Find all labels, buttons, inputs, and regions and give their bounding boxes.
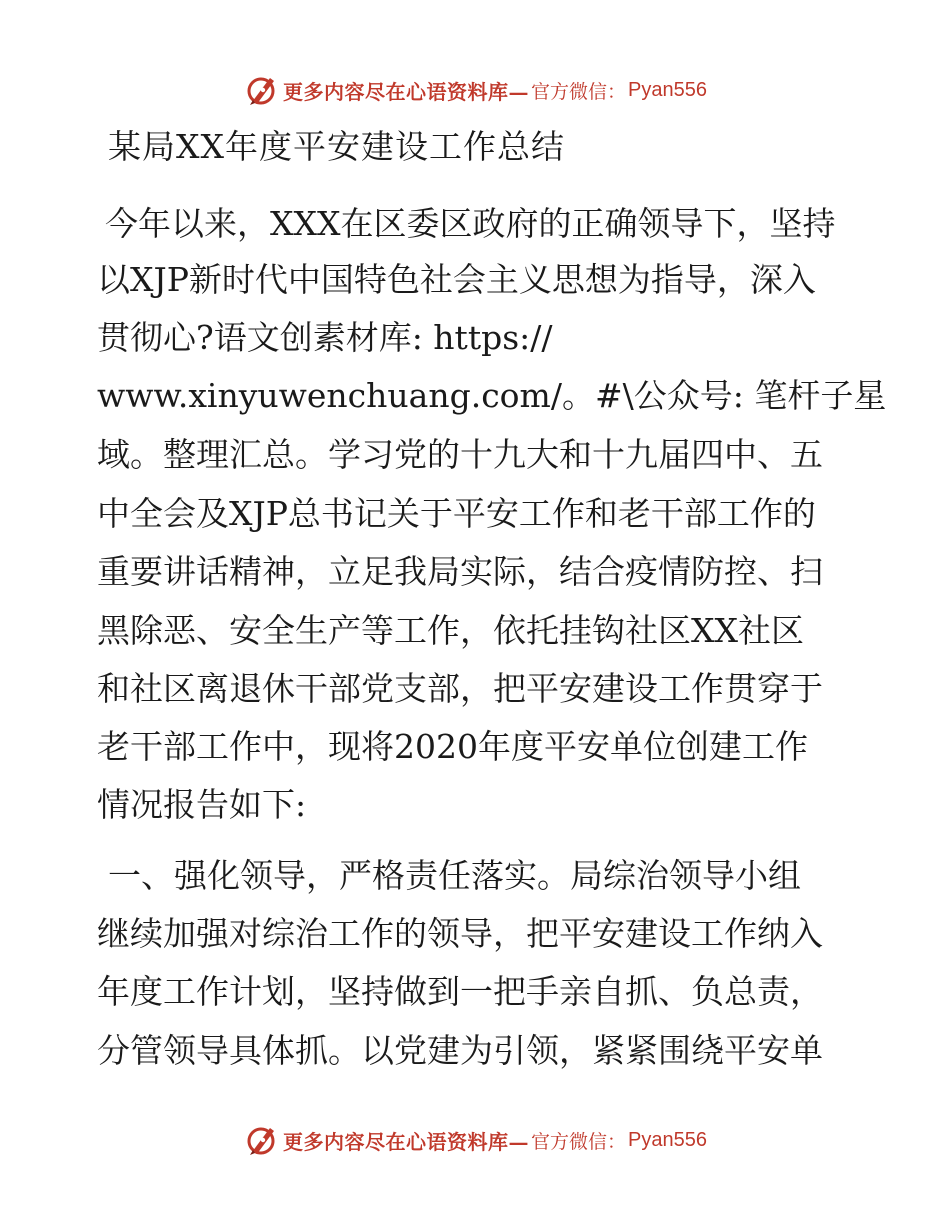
paragraph-line: 以XJP新时代中国特色社会主义思想为指导，深入 [97, 260, 816, 299]
paragraph-line: 老干部工作中，现将2020年度平安单位创建工作 [97, 727, 808, 766]
paragraph-line: 一、强化领导，严格责任落实。局综治领导小组 [108, 856, 801, 895]
banner-wechat-id: Pyan556 [628, 78, 707, 101]
header-banner [0, 68, 950, 112]
banner-main-text: 更多内容尽在心语资料库— [283, 1129, 529, 1154]
paragraph-line: 年度工作计划，坚持做到一把手亲自抓、负总责， [97, 972, 823, 1011]
paragraph-line: 和社区离退休干部党支部，把平安建设工作贯穿于 [97, 669, 823, 708]
paragraph-line: www.xinyuwenchuang.com/。#\公众号: 笔杆子星 [97, 376, 887, 415]
paragraph-line: 黑除恶、安全生产等工作，依托挂钩社区XX社区 [97, 611, 804, 650]
banner-wechat-label: 官方微信： [531, 80, 627, 103]
paragraph-line: 继续加强对综治工作的领导，把平安建设工作纳入 [97, 914, 823, 953]
banner-wechat-id: Pyan556 [628, 1128, 707, 1151]
paragraph-line: 分管领导具体抓。以党建为引领，紧紧围绕平安单 [97, 1031, 823, 1070]
paragraph-line: 域。整理汇总。学习党的十九大和十九届四中、五 [97, 435, 823, 474]
quill-pen-logo-icon [243, 1122, 279, 1158]
paragraph-line: 中全会及XJP总书记关于平安工作和老干部工作的 [97, 494, 816, 533]
paragraph-line: 重要讲话精神，立足我局实际，结合疫情防控、扫 [97, 552, 823, 591]
paragraph-line: 贯彻心?语文创素材库: https:// [97, 318, 553, 357]
paragraph-line: 情况报告如下: [97, 785, 307, 824]
paragraph-line: 今年以来，XXX在区委区政府的正确领导下，坚持 [105, 204, 836, 243]
banner-main-text: 更多内容尽在心语资料库— [283, 79, 529, 104]
banner-wechat-label: 官方微信： [531, 1130, 627, 1153]
document-title: 某局XX年度平安建设工作总结 [108, 127, 565, 166]
quill-pen-logo-icon [243, 72, 279, 108]
footer-banner [0, 1118, 950, 1162]
